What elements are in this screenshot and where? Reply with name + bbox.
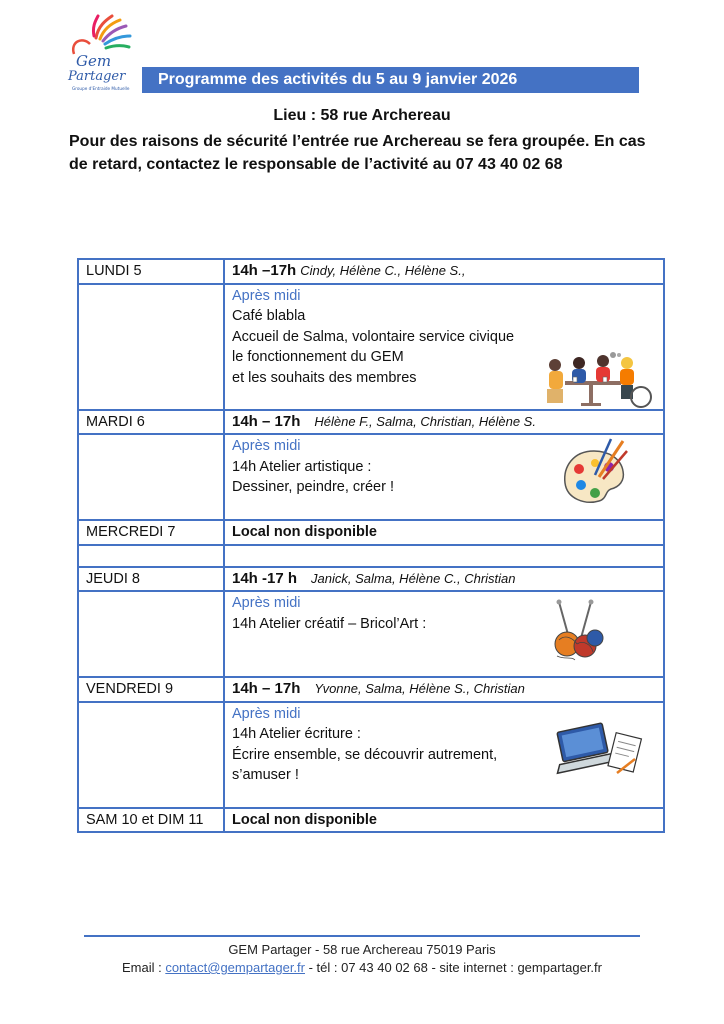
logo-title-2: Partager — [68, 69, 126, 84]
logo-title: Gem — [76, 52, 112, 70]
activity-line: le fonctionnement du GEM — [232, 349, 404, 365]
email-label: Email : — [121, 960, 166, 975]
status-cell — [224, 808, 664, 833]
gem-partager-logo — [62, 14, 146, 96]
table-row — [78, 545, 664, 567]
closed-status: Local non disponible — [232, 811, 377, 828]
empty-cell — [78, 434, 224, 520]
empty-cell — [78, 591, 224, 677]
table-row — [78, 591, 664, 677]
title-banner: Programme des activités du 5 au 9 janvier 2026 — [142, 67, 639, 93]
activity-line: 14h Atelier écriture : — [232, 726, 361, 742]
table-row — [78, 677, 664, 702]
empty-cell — [78, 284, 224, 410]
table-row — [78, 702, 664, 808]
empty-cell — [224, 545, 664, 567]
staff-names: Yvonne, Salma, Hélène S., Christian — [314, 681, 525, 696]
day-cell — [78, 259, 224, 284]
staff-names: Cindy, Hélène C., Hélène S., — [300, 263, 466, 278]
people-at-table-illustration — [543, 351, 661, 409]
table-row — [78, 808, 664, 833]
security-notice: Pour des raisons de sécurité l’entrée rue Archereau se fera groupée. En cas de retard, contactez le responsable de l’activité au 07 43 40 02 68 — [69, 133, 646, 173]
activity-line: 14h Atelier artistique : — [232, 458, 372, 475]
activity-line: 14h Atelier créatif – Bricol’Art : — [232, 615, 427, 632]
logo-brush-strokes — [93, 16, 130, 48]
activity-line: Café blabla — [232, 308, 306, 324]
status-cell — [224, 520, 664, 545]
day-label: SAM 10 et DIM 11 — [86, 811, 204, 828]
contact-details: - tél : 07 43 40 02 68 - site internet : gempartager.fr — [304, 960, 602, 975]
day-cell — [78, 567, 224, 592]
staff-names: Janick, Salma, Hélène C., Christian — [311, 570, 516, 586]
time-range: 14h – 17h — [232, 680, 301, 697]
day-cell — [78, 520, 224, 545]
time-range: 14h -17 h — [232, 569, 298, 587]
paint-palette-illustration — [559, 437, 629, 509]
logo-subtitle: Groupe d'Entraide Mutuelle — [72, 86, 130, 91]
period-label: Après midi — [232, 595, 301, 611]
footer-divider — [84, 935, 640, 937]
staff-names: Hélène F., Salma, Christian, Hélène S. — [314, 413, 536, 429]
table-row — [78, 567, 664, 592]
hours-cell — [224, 567, 664, 592]
hours-cell — [224, 259, 664, 284]
table-row — [78, 520, 664, 545]
closed-status: Local non disponible — [232, 524, 377, 540]
footer-address: GEM Partager - 58 rue Archereau 75019 Paris — [228, 942, 496, 957]
table-row — [78, 434, 664, 520]
table-row — [78, 284, 664, 410]
time-range: 14h – 17h — [232, 412, 301, 430]
location-heading: Lieu : 58 rue Archereau — [273, 107, 451, 124]
time-range: 14h –17h — [232, 262, 297, 279]
activity-line: s’amuser ! — [232, 767, 299, 783]
day-cell — [78, 677, 224, 702]
schedule-table — [77, 258, 665, 833]
period-label: Après midi — [232, 287, 301, 304]
hours-cell — [224, 677, 664, 702]
activity-cell — [224, 434, 664, 520]
period-label: Après midi — [232, 438, 301, 454]
empty-cell — [78, 702, 224, 808]
activity-line: et les souhaits des membres — [232, 369, 417, 386]
day-cell — [78, 808, 224, 833]
activity-line: Dessiner, peindre, créer ! — [232, 479, 394, 495]
day-label: MERCREDI 7 — [86, 524, 176, 540]
yarn-and-needles-illustration — [551, 598, 607, 664]
activity-cell — [224, 591, 664, 677]
day-cell — [78, 410, 224, 435]
day-label: JEUDI 8 — [86, 570, 140, 587]
hours-cell — [224, 410, 664, 435]
activity-line: Écrire ensemble, se découvrir autrement, — [232, 746, 498, 763]
day-label: VENDREDI 9 — [86, 681, 174, 697]
table-row — [78, 410, 664, 435]
empty-cell — [78, 545, 224, 567]
email-link[interactable]: contact@gempartager.fr — [165, 960, 305, 975]
footer-contact — [0, 960, 724, 975]
day-label: LUNDI 5 — [86, 263, 142, 279]
activity-line: Accueil de Salma, volontaire service civique — [232, 328, 515, 345]
activity-cell — [224, 702, 664, 808]
table-row — [78, 259, 664, 284]
period-label: Après midi — [232, 705, 301, 722]
activity-cell — [224, 284, 664, 410]
day-label: MARDI 6 — [86, 413, 145, 430]
laptop-and-paper-illustration — [555, 719, 645, 781]
